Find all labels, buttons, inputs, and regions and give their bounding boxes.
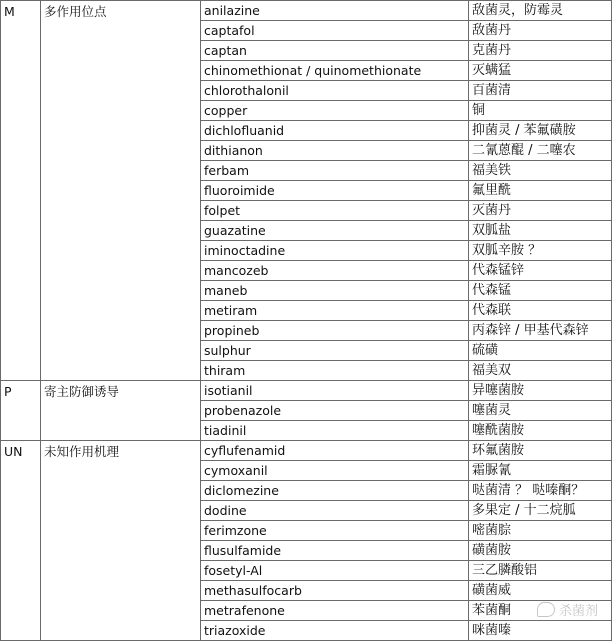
chinese-name-cell: 抑菌灵 / 苯氟磺胺 — [469, 121, 612, 141]
group-name-cell: 多作用位点 — [41, 1, 201, 381]
chinese-name-cell: 铜 — [469, 101, 612, 121]
wechat-icon — [537, 602, 555, 617]
chinese-name-cell: 克菌丹 — [469, 41, 612, 61]
english-name-cell: sulphur — [201, 341, 469, 361]
chinese-name-cell: 硫磺 — [469, 341, 612, 361]
group-code-cell: M — [1, 1, 41, 381]
english-name-cell: metiram — [201, 301, 469, 321]
english-name-cell: mancozeb — [201, 261, 469, 281]
english-name-cell: cymoxanil — [201, 461, 469, 481]
chinese-name-cell: 磺菌胺 — [469, 541, 612, 561]
chinese-name-cell: 磺菌威 — [469, 581, 612, 601]
fungicide-table-body — [1, 1, 612, 641]
english-name-cell: dichlofluanid — [201, 121, 469, 141]
chinese-name-cell: 代森联 — [469, 301, 612, 321]
table-row — [1, 381, 612, 401]
chinese-name-cell: 环氟菌胺 — [469, 441, 612, 461]
group-name-cell: 寄主防御诱导 — [41, 381, 201, 441]
chinese-name-cell: 敌菌灵，防霉灵 — [469, 1, 612, 21]
english-name-cell: fosetyl-Al — [201, 561, 469, 581]
english-name-cell: ferimzone — [201, 521, 469, 541]
english-name-cell: chlorothalonil — [201, 81, 469, 101]
chinese-name-cell: 灭螨猛 — [469, 61, 612, 81]
chinese-name-cell: 多果定 / 十二烷胍 — [469, 501, 612, 521]
english-name-cell: captan — [201, 41, 469, 61]
chinese-name-cell: 福美双 — [469, 361, 612, 381]
english-name-cell: probenazole — [201, 401, 469, 421]
chinese-name-cell: 霜脲氰 — [469, 461, 612, 481]
english-name-cell: ferbam — [201, 161, 469, 181]
chinese-name-cell: 苯菌酮 — [469, 601, 612, 621]
chinese-name-cell: 嘧菌腙 — [469, 521, 612, 541]
english-name-cell: propineb — [201, 321, 469, 341]
english-name-cell: chinomethionat / quinomethionate — [201, 61, 469, 81]
english-name-cell: triazoxide — [201, 621, 469, 641]
english-name-cell: folpet — [201, 201, 469, 221]
group-name-cell: 未知作用机理 — [41, 441, 201, 641]
chinese-name-cell: 敌菌丹 — [469, 21, 612, 41]
chinese-name-cell: 噻酰菌胺 — [469, 421, 612, 441]
english-name-cell: maneb — [201, 281, 469, 301]
english-name-cell: iminoctadine — [201, 241, 469, 261]
chinese-name-cell: 福美铁 — [469, 161, 612, 181]
english-name-cell: captafol — [201, 21, 469, 41]
chinese-name-cell: 双胍辛胺 ？ — [469, 241, 612, 261]
chinese-name-cell: 哒菌清 ？ 哒嗪酮？ — [469, 481, 612, 501]
chinese-name-cell: 灭菌丹 — [469, 201, 612, 221]
english-name-cell: thiram — [201, 361, 469, 381]
chinese-name-cell: 二氰蒽醌 / 二噻农 — [469, 141, 612, 161]
chinese-name-cell: 三乙膦酸铝 — [469, 561, 612, 581]
table-row — [1, 441, 612, 461]
english-name-cell: metrafenone — [201, 601, 469, 621]
watermark — [537, 600, 598, 619]
english-name-cell: dodine — [201, 501, 469, 521]
table-row — [1, 1, 612, 21]
group-code-cell: P — [1, 381, 41, 441]
english-name-cell: isotianil — [201, 381, 469, 401]
english-name-cell: copper — [201, 101, 469, 121]
chinese-name-cell: 氟里酰 — [469, 181, 612, 201]
chinese-name-cell: 噻菌灵 — [469, 401, 612, 421]
chinese-name-cell: 丙森锌 / 甲基代森锌 — [469, 321, 612, 341]
group-code-cell: UN — [1, 441, 41, 641]
english-name-cell: fluoroimide — [201, 181, 469, 201]
english-name-cell: anilazine — [201, 1, 469, 21]
english-name-cell: methasulfocarb — [201, 581, 469, 601]
chinese-name-cell: 代森锰 — [469, 281, 612, 301]
chinese-name-cell: 异噻菌胺 — [469, 381, 612, 401]
chinese-name-cell: 百菌清 — [469, 81, 612, 101]
english-name-cell: cyflufenamid — [201, 441, 469, 461]
chinese-name-cell: 咪菌嗪 — [469, 621, 612, 641]
chinese-name-cell: 代森锰锌 — [469, 261, 612, 281]
english-name-cell: flusulfamide — [201, 541, 469, 561]
english-name-cell: diclomezine — [201, 481, 469, 501]
watermark-text: 杀菌剂 — [558, 604, 598, 619]
chinese-name-cell: 双胍盐 — [469, 221, 612, 241]
english-name-cell: dithianon — [201, 141, 469, 161]
english-name-cell: guazatine — [201, 221, 469, 241]
english-name-cell: tiadinil — [201, 421, 469, 441]
